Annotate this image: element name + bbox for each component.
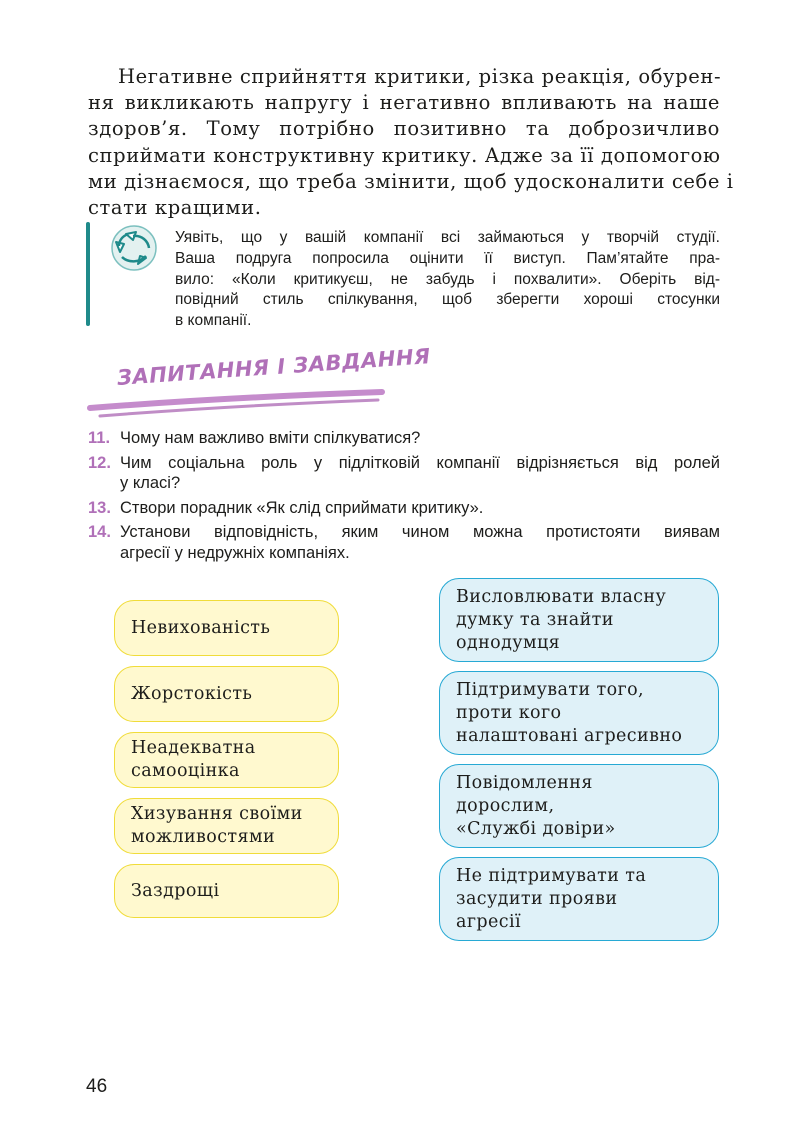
question-item [88,498,720,519]
question-number: 13. [88,498,111,517]
box-line: Висловлювати власну [456,586,667,607]
left-box-1[interactable] [114,600,339,656]
left-box-2[interactable] [114,666,339,722]
section-heading: ЗАПИТАННЯ І ЗАВДАННЯ [116,344,432,390]
box-line: Невихованість [131,617,271,638]
question-line: Створи порадник «Як слід сприймати критику». [120,498,484,517]
intro-line: ми дізнаємося, що треба змінити, щоб удосконалити себе і [88,169,734,193]
left-box-3[interactable] [114,732,339,788]
note-side-bar [86,222,90,326]
right-box-4[interactable] [439,857,719,941]
intro-paragraph [88,64,734,221]
note-text [175,228,720,332]
question-item [88,428,720,449]
box-line: налаштовані агресивно [456,725,683,746]
box-line: Неадекватна [131,738,256,758]
box-line: Заздрощі [131,880,220,901]
box-line: Підтримувати того, [456,679,644,700]
note-line: повідний стиль спілкування, щоб зберегти хороші стосунки [175,291,720,309]
box-line: проти кого [456,702,562,723]
right-box-1[interactable] [439,578,719,662]
note-line: Ваша подруга попросила оцінити її виступ. Пам’ятайте пра- [175,249,720,267]
recycle-arrows-icon [106,222,162,274]
question-item [88,522,720,563]
question-line: Чому нам важливо вміти спілкуватися? [120,429,421,447]
right-box-2[interactable] [439,671,719,755]
question-line: агресії у недружніх компаніях. [120,543,350,562]
note-line: Уявіть, що у вашій компанії всі займаються у творчій студії. [175,229,720,246]
question-line: Чим соціальна роль у підлітковій компанії відрізняється від ролей [120,453,720,472]
box-line: Хизування своїми [131,804,303,824]
box-line: засудити прояви [456,888,618,909]
box-line: думку та знайти [456,609,614,630]
question-line: Установи відповідність, яким чином можна протистояти виявам [120,523,720,541]
box-line: агресії [456,911,521,932]
left-box-5[interactable] [114,864,339,918]
intro-line: ня викликають напругу і негативно впливають на наше [88,91,720,115]
questions-list [88,428,720,567]
left-box-4[interactable] [114,798,339,854]
right-box-3[interactable] [439,764,719,848]
box-line: Повідомлення [456,772,593,793]
question-item [88,453,720,494]
box-line: Жорстокість [131,683,253,704]
page-number: 46 [86,1076,108,1097]
box-line: можливостями [131,827,276,847]
question-number: 14. [88,523,111,541]
box-line: самооцінка [131,761,240,781]
intro-line: Негативне сприйняття критики, різка реакція, обурен- [118,65,722,88]
box-line: «Службі довіри» [456,818,616,839]
question-number: 11. [88,429,111,447]
box-line: однодумця [456,632,561,653]
intro-line: сприймати конструктивну критику. Адже за її допомогою [88,143,721,167]
question-line: у класі? [120,474,181,492]
note-line: в компанії. [175,312,252,330]
intro-line: здоров’я. Тому потрібно позитивно та доброзичливо [88,117,720,141]
box-line: дорослим, [456,795,555,816]
note-line: вило: «Коли критикуєш, не забудь і похвалити». Оберіть від- [175,270,720,288]
question-number: 12. [88,453,111,472]
box-line: Не підтримувати та [456,865,647,886]
intro-line: стати кращими. [88,196,262,220]
